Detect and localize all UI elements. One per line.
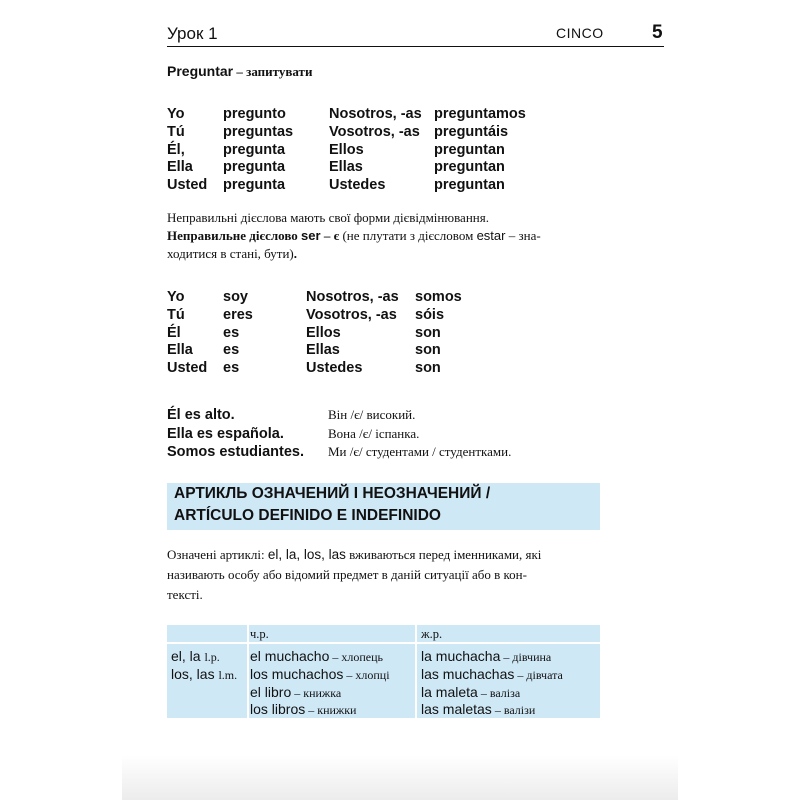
fem-es: la muchacha: [421, 648, 501, 664]
note-tail: – зна-: [505, 228, 541, 243]
conj-pronoun: Ustedes: [329, 177, 386, 194]
gram-plural: l.m.: [218, 668, 238, 682]
article-heading-ua: АРТИКЛЬ ОЗНАЧЕНИЙ І НЕОЗНАЧЕНИЙ /: [174, 485, 491, 502]
example-ua: Ми /є/ студентами / студентками.: [328, 444, 512, 459]
verb-section-title: [167, 63, 312, 80]
conj-form: soy: [223, 289, 248, 305]
preguntar-right-pronouns: [329, 106, 422, 195]
conj-pronoun: Yo: [167, 289, 185, 305]
masc-ua: – книжки: [305, 703, 357, 717]
conj-pronoun: Usted: [167, 177, 208, 194]
conj-form: preguntáis: [434, 123, 509, 140]
ser-right-pronouns: [306, 289, 399, 378]
fem-es: las maletas: [421, 701, 492, 717]
irregular-verbs-note: [167, 209, 607, 263]
conj-pronoun: Ustedes: [306, 360, 363, 377]
preguntar-left-pronouns: [167, 106, 207, 195]
ser-left-forms: [223, 289, 253, 378]
note-line-3-text: ходитися в стані, бути): [167, 246, 294, 261]
conj-pronoun: Ellas: [329, 159, 363, 176]
fem-example: [421, 683, 520, 701]
conj-pronoun: Nosotros, -as: [306, 289, 399, 305]
note-bold-prefix: Неправильне дієслово: [167, 228, 302, 243]
conj-form: preguntas: [223, 123, 294, 140]
example-ua: Він /є/ високий.: [328, 407, 416, 422]
gram-singular: l.p.: [204, 650, 220, 664]
note-dot: .: [293, 246, 298, 261]
fem-es: la maleta: [421, 684, 478, 700]
note-line-3: [167, 245, 607, 263]
fem-ua: – валізи: [491, 703, 536, 717]
note-mid: (не плутати з дієсловом: [339, 228, 477, 243]
conj-form: preguntan: [434, 141, 505, 158]
ser-right-forms: [415, 289, 462, 378]
note-line-1: Неправильні дієслова мають свої форми дієвідмінювання.: [167, 210, 489, 225]
verb-estar: estar: [476, 228, 506, 243]
article-heading-es: ARTÍCULO DEFINIDO E INDEFINIDO: [174, 507, 441, 524]
masc-es: el libro: [250, 684, 292, 700]
fem-example: [421, 665, 563, 683]
definite-articles: el, la, los, las: [267, 547, 346, 562]
conj-form: pregunto: [223, 106, 286, 122]
conj-pronoun: Tú: [167, 123, 185, 140]
conj-pronoun: Vosotros, -as: [329, 123, 420, 140]
fem-ua: – дівчина: [500, 650, 552, 664]
page-number: 5: [652, 22, 663, 43]
desc-line-1: [167, 545, 599, 565]
conj-pronoun: Él: [167, 324, 181, 341]
masc-example: [250, 647, 383, 665]
masc-example: [250, 683, 341, 701]
verb-word: Preguntar: [167, 63, 234, 79]
header-divider: [167, 46, 664, 47]
desc-rest: вживаються перед іменниками, які: [345, 547, 542, 562]
note-dash-e: – є: [320, 228, 340, 243]
fem-es: las muchachas: [421, 666, 515, 682]
preguntar-right-forms: [434, 106, 526, 195]
conj-form: pregunta: [223, 177, 286, 194]
conj-form: es: [223, 324, 240, 341]
verb-translation: – запитувати: [233, 64, 313, 79]
conj-pronoun: Ella: [167, 159, 193, 176]
masc-es: los muchachos: [250, 666, 344, 682]
conj-form: preguntamos: [434, 106, 526, 122]
conj-pronoun: Ellos: [306, 324, 341, 341]
desc-line-3: тексті.: [167, 587, 203, 602]
fem-ua: – дівчата: [514, 668, 563, 682]
conj-form: sóis: [415, 306, 445, 323]
conj-pronoun: Él,: [167, 141, 185, 158]
page-bottom-shadow: [122, 755, 678, 800]
example-es: Ella es española.: [167, 425, 284, 442]
example-es: Él es alto.: [167, 407, 235, 423]
conj-form: preguntan: [434, 159, 505, 176]
verb-ser: ser: [301, 228, 321, 243]
article-description: [167, 545, 599, 605]
fem-ua: – валіза: [477, 686, 521, 700]
conj-form: pregunta: [223, 159, 286, 176]
table-header-divider: [167, 642, 600, 644]
article-row-singular: [171, 647, 220, 665]
conj-form: preguntan: [434, 177, 505, 194]
conj-form: pregunta: [223, 141, 286, 158]
articles-singular: el, la: [171, 648, 201, 664]
article-table: [167, 625, 600, 718]
page-word-number: CINCO: [556, 25, 604, 41]
masc-ua: – хлопець: [329, 650, 384, 664]
preguntar-left-forms: [223, 106, 293, 195]
conj-form: son: [415, 342, 441, 359]
header-masculine: ч.р.: [250, 627, 269, 641]
masc-es: los libros: [250, 701, 306, 717]
examples-spanish: [167, 406, 304, 462]
example-ua: Вона /є/ іспанка.: [328, 425, 420, 441]
masc-ua: – книжка: [291, 686, 342, 700]
article-heading-band: [167, 483, 600, 530]
ser-left-pronouns: [167, 289, 207, 378]
header-feminine: ж.р.: [421, 627, 443, 641]
masc-example: [250, 700, 356, 718]
articles-plural: los, las: [171, 666, 215, 682]
fem-example: [421, 647, 551, 665]
masc-ua: – хлопці: [343, 668, 390, 682]
conj-pronoun: Ella: [167, 342, 193, 359]
table-col-divider: [415, 625, 417, 718]
desc-line-2: називають особу або відомий предмет в даній ситуації або в кон-: [167, 567, 527, 582]
table-col-divider: [247, 625, 249, 718]
desc-prefix: Означені артиклі:: [167, 547, 268, 562]
conj-form: eres: [223, 306, 253, 323]
examples-ukrainian: [328, 406, 511, 462]
conj-pronoun: Ellos: [329, 141, 364, 158]
conj-pronoun: Nosotros, -as: [329, 106, 422, 122]
note-line-2: [167, 227, 607, 245]
conj-form: son: [415, 360, 441, 377]
masc-example: [250, 665, 390, 683]
conj-form: son: [415, 324, 441, 341]
conj-form: somos: [415, 289, 462, 305]
conj-pronoun: Yo: [167, 106, 185, 122]
conj-pronoun: Usted: [167, 360, 208, 377]
masc-es: el muchacho: [250, 648, 330, 664]
article-row-plural: [171, 665, 237, 683]
fem-example: [421, 700, 535, 718]
example-es: Somos estudiantes.: [167, 444, 304, 460]
conj-form: es: [223, 360, 240, 377]
lesson-label: Урок 1: [167, 24, 218, 43]
conj-pronoun: Tú: [167, 306, 185, 323]
conj-form: es: [223, 342, 240, 359]
conj-pronoun: Ellas: [306, 342, 340, 359]
conj-pronoun: Vosotros, -as: [306, 306, 397, 323]
